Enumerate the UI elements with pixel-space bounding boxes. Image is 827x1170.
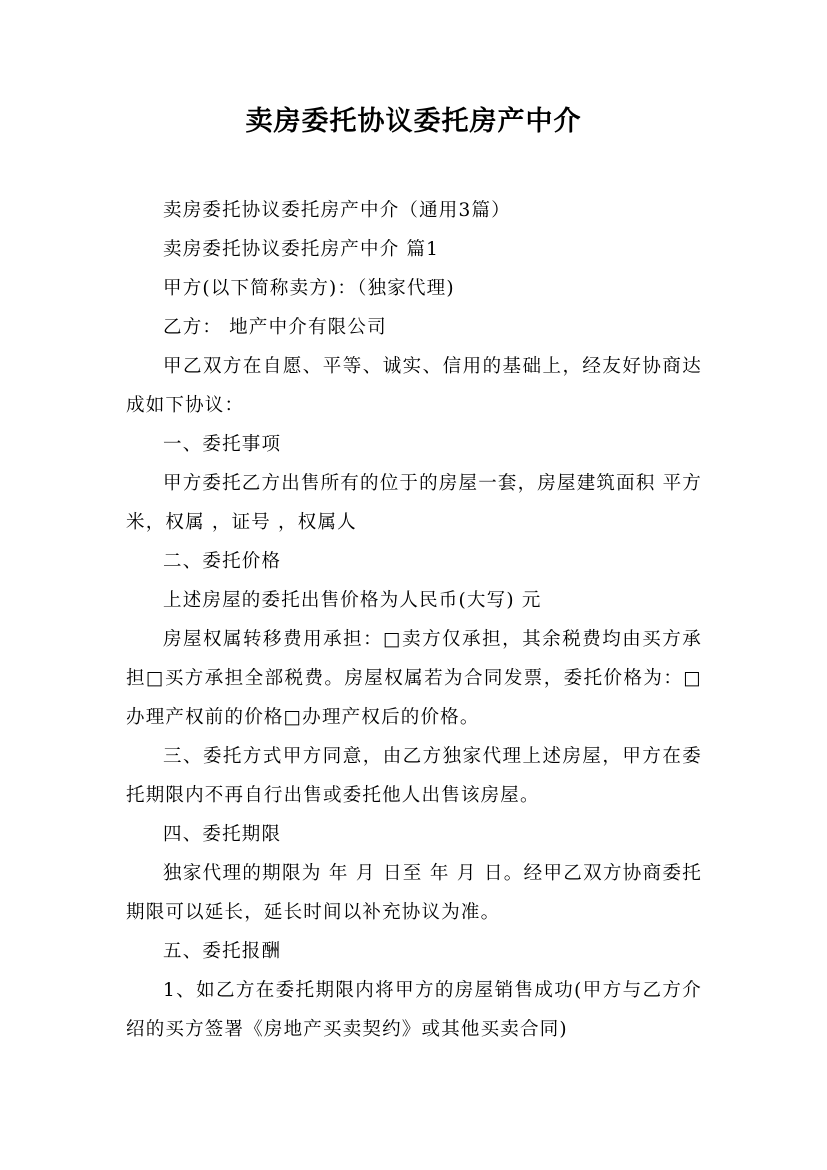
paragraph-entrusted-method: 三、委托方式甲方同意，由乙方独家代理上述房屋，甲方在委托期限内不再自行出售或委托他人出售该房屋。: [126, 746, 702, 806]
document-title: 卖房委托协议委托房产中介: [245, 106, 582, 137]
paragraph-entrusted-price: 上述房屋的委托出售价格为人民币(大写) 元: [163, 590, 542, 611]
paragraph-entrusted-period: 独家代理的期限为 年 月 日至 年 月 日。经甲乙双方协商委托期限可以延长，延长时间以补充协议为准。: [126, 863, 702, 923]
paragraph-heading-general: 卖房委托协议委托房产中介（通用3篇）: [163, 200, 511, 221]
section-heading-entrusted-period: 四、委托期限: [163, 824, 282, 845]
paragraph-article-1: 卖房委托协议委托房产中介 篇1: [163, 239, 440, 260]
paragraph-transfer-fees: 房屋权属转移费用承担：□卖方仅承担，其余税费均由买方承担□买方承担全部税费。房屋权属若为合同发票，委托价格为：□办理产权前的价格□办理产权后的价格。: [126, 629, 702, 728]
paragraph-entrusted-matters: 甲方委托乙方出售所有的位于的房屋一套，房屋建筑面积 平方米，权属 ，证号 ，权属人: [126, 473, 702, 533]
paragraph-remuneration-1: 1、如乙方在委托期限内将甲方的房屋销售成功(甲方与乙方介绍的买方签署《房地产买卖契约》或其他买卖合同): [126, 980, 702, 1040]
section-heading-entrusted-price: 二、委托价格: [163, 551, 282, 572]
paragraph-party-a: 甲方(以下简称卖方)：（独家代理): [163, 278, 455, 299]
section-heading-entrusted-matters: 一、委托事项: [163, 434, 282, 455]
section-heading-remuneration: 五、委托报酬: [163, 941, 282, 962]
paragraph-preamble: 甲乙双方在自愿、平等、诚实、信用的基础上，经友好协商达成如下协议：: [126, 356, 702, 416]
paragraph-party-b: 乙方： 地产中介有限公司: [163, 317, 387, 338]
document-body: [126, 191, 702, 1049]
